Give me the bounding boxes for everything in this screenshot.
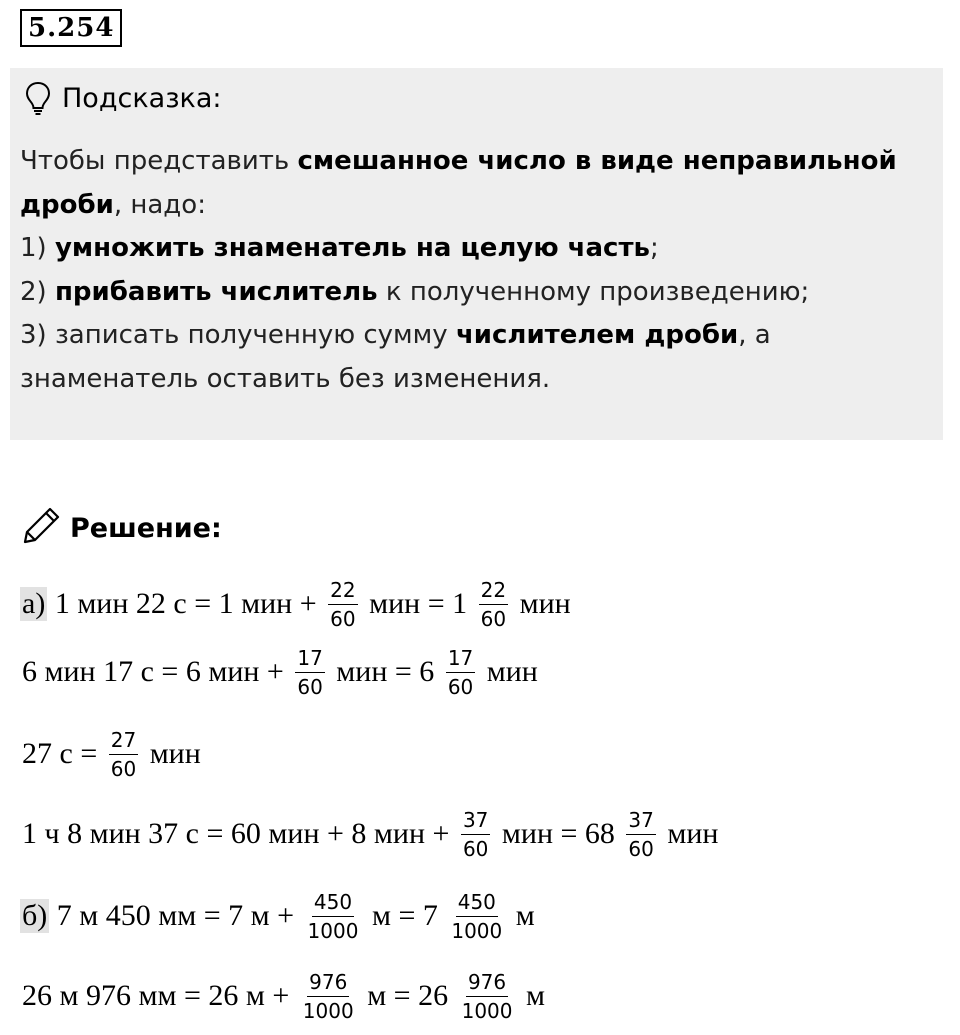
solution-line [22,642,538,702]
fraction-denominator: 60 [447,674,474,699]
fraction-numerator: 450 [456,890,498,917]
item-label: б) [22,899,48,932]
fraction-denominator: 60 [462,836,489,861]
solution-line [22,724,201,784]
task-number: 5.254 [20,9,122,47]
expression-text: 6 мин 17 с = 6 мин + [22,655,292,688]
hint-text-segment: Чтобы представить [20,146,298,176]
expression-text: 27 с = [22,737,105,770]
expression-text: мин = 6 [328,655,442,688]
fraction [626,808,655,861]
fraction-denominator: 60 [480,606,507,631]
hint-line [20,227,935,271]
fraction [306,890,361,943]
fraction-denominator: 1000 [461,998,513,1023]
fraction [301,970,356,1023]
hint-line [20,140,935,184]
expression-text: м = 7 [364,899,446,932]
hint-bold-text: умножить знаменатель на целую часть [54,233,650,263]
hint-line [20,314,935,358]
fraction-numerator: 450 [312,890,354,917]
solution-line [22,804,718,864]
item-label: а) [22,587,46,620]
expression-text: м [518,979,545,1012]
hint-line [20,184,935,228]
solution-title: Решение: [70,512,222,544]
fraction-denominator: 60 [330,606,356,631]
expression-text: м = 26 [359,979,456,1012]
fraction-numerator: 37 [626,808,655,835]
fraction [109,728,138,781]
hint-header [24,78,222,118]
expression-text: м [508,899,535,932]
fraction [479,578,508,631]
expression-text: мин = 1 [361,587,475,620]
fraction-numerator: 37 [461,808,490,835]
fraction [461,808,490,861]
hint-text-segment: 2) [20,276,55,307]
pencil-icon [22,505,62,552]
hint-text-segment: ; [649,233,659,263]
expression-text: мин [512,587,571,620]
solution-header [22,505,222,551]
expression-text: 26 м 976 мм = 26 м + [22,979,297,1012]
hint-title: Подсказка: [62,82,222,114]
fraction-numerator: 22 [328,578,357,605]
fraction-denominator: 1000 [302,998,354,1023]
solution-line [22,574,571,634]
hint-bold-text: прибавить числитель [54,276,378,307]
hint-text-segment: 3) записать полученную сумму [20,320,456,350]
expression-text: 1 ч 8 мин 37 с = 60 мин + 8 мин + [22,817,457,850]
hint-text [20,140,935,401]
hint-text-segment: 1) [20,233,55,263]
hint-text-segment: знаменатель оставить без изменения. [20,363,551,394]
hint-text-segment: , а [738,320,771,350]
fraction-numerator: 22 [479,578,508,605]
fraction-denominator: 60 [297,674,323,699]
expression-text: 7 м 450 мм = 7 м + [49,899,302,932]
hint-bold-text: смешанное число в виде неправильной [297,146,897,176]
expression-text: мин [659,817,719,850]
expression-text: мин = 68 [494,817,623,850]
fraction-denominator: 1000 [307,918,359,943]
hint-bold-text: дроби [20,189,114,220]
hint-text-segment: к полученному произведению; [377,276,810,307]
expression-text: мин [142,737,201,770]
fraction [328,578,357,631]
solution-line [22,966,545,1026]
fraction-denominator: 60 [628,836,654,861]
hint-line [20,271,935,315]
hint-text-segment: , надо: [113,189,206,220]
fraction [460,970,515,1023]
hint-line [20,358,935,402]
fraction-numerator: 17 [295,646,324,673]
lightbulb-icon [24,81,52,115]
hint-bold-text: числителем дроби [455,320,739,350]
fraction-numerator: 976 [307,970,349,997]
fraction-numerator: 976 [466,970,508,997]
fraction-numerator: 17 [446,646,475,673]
fraction [295,646,324,699]
expression-text: мин [479,655,538,688]
fraction-denominator: 60 [110,756,137,781]
fraction-numerator: 27 [109,728,138,755]
fraction-denominator: 1000 [451,918,503,943]
fraction [449,890,504,943]
solution-line [22,886,535,946]
fraction [446,646,475,699]
expression-text: 1 мин 22 с = 1 мин + [47,587,325,620]
